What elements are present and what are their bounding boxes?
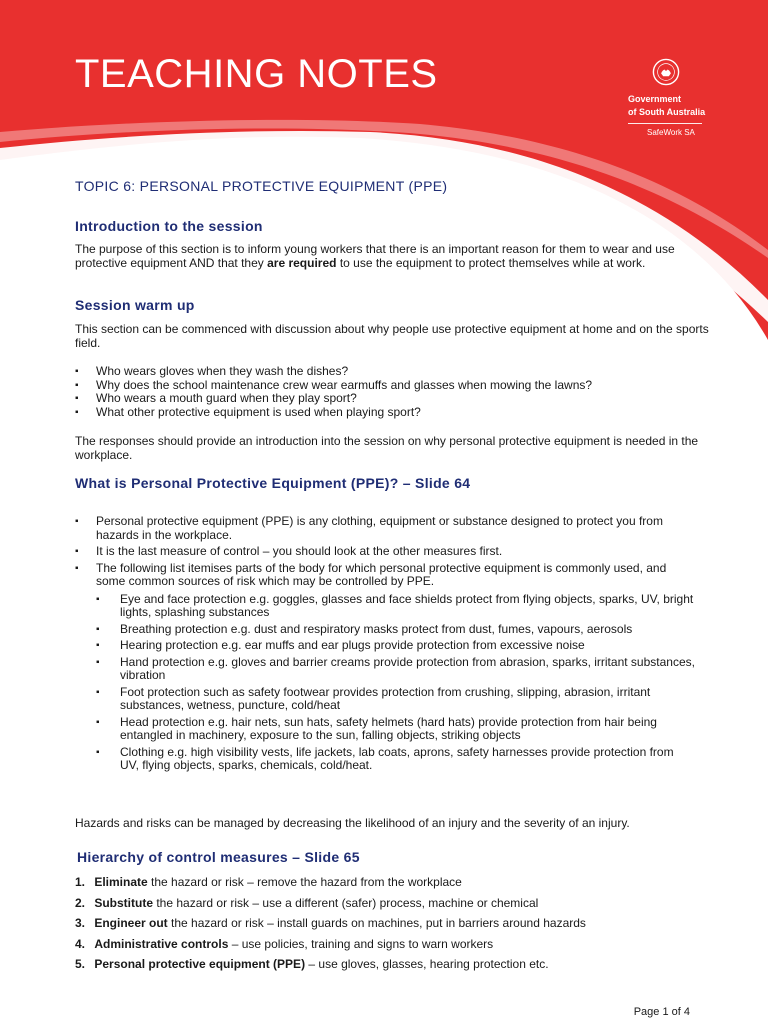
list-item-text: The following list itemises parts of the body for which personal protective equipment is commonly used, and some common sources of risk which may be controlled by PPE. [96, 560, 667, 588]
item-number: 3. [75, 916, 86, 930]
item-term: Engineer out [94, 916, 168, 930]
hierarchy-item [75, 958, 715, 972]
item-number: 4. [75, 936, 86, 951]
warmup-heading: Session warm up [75, 297, 195, 313]
logo-line-2: of South Australia [628, 107, 706, 117]
sub-list-item: ▪ Hand protection e.g. gloves and barrier creams provide protection from abrasion, sparks, irritant substances, vibration [96, 656, 695, 683]
intro-text-bold: are required [267, 255, 337, 270]
item-description: the hazard or risk – remove the hazard from the workplace [147, 875, 462, 889]
government-logo [628, 58, 708, 137]
list-item: ▪ Personal protective equipment (PPE) is any clothing, equipment or substance designed to protect you from hazards in the workplace. [75, 515, 695, 542]
list-item: ▪ Who wears gloves when they wash the dishes? [75, 365, 715, 379]
item-description: the hazard or risk – use a different (safer) process, machine or chemical [153, 895, 539, 910]
item-term: Substitute [94, 895, 154, 910]
sub-list-item: ▪ Head protection e.g. hair nets, sun hats, safety helmets (hard hats) provide protection from hair being entangled in machinery, exposure to the sun, falling objects, striking objects [96, 716, 695, 743]
hierarchy-item [75, 897, 715, 911]
item-term: Administrative controls [94, 936, 229, 951]
sub-list-item: ▪ Clothing e.g. high visibility vests, life jackets, lab coats, aprons, safety harnesses provide protection from UV, flying objects, sparks, chemicals, cold/heat. [96, 746, 695, 773]
warmup-list [75, 365, 715, 419]
logo-subtitle: SafeWork SA [647, 128, 695, 137]
list-item: ▪ What other protective equipment is used when playing sport? [75, 406, 715, 420]
hierarchy-item [75, 876, 715, 890]
item-number: 2. [75, 895, 86, 910]
item-term: Personal protective equipment (PPE) [94, 957, 306, 971]
logo-divider [628, 123, 702, 124]
ppe-heading: What is Personal Protective Equipment (PPE)? – Slide 64 [75, 475, 471, 491]
list-item [75, 562, 695, 773]
intro-text-after: to use the equipment to protect themselves while at work. [336, 255, 646, 270]
sub-list-item: ▪ Eye and face protection e.g. goggles, glasses and face shields protect from flying objects, sparks, UV, bright lights, splashing substances [96, 593, 695, 620]
hierarchy-item [75, 938, 715, 952]
sub-list-item: ▪ Breathing protection e.g. dust and respiratory masks protect from dust, fumes, vapours, aerosols [96, 623, 695, 637]
sub-list-item: ▪ Hearing protection e.g. ear muffs and ear plugs provide protection from excessive noise [96, 639, 695, 653]
crest-icon [652, 58, 680, 86]
page-title: TEACHING NOTES [75, 52, 438, 96]
list-item: ▪ Who wears a mouth guard when they play sport? [75, 392, 715, 406]
warmup-closing: The responses should provide an introduction into the session on why personal protective equipment is needed in the workplace. [75, 434, 699, 462]
list-item: ▪ It is the last measure of control – you should look at the other measures first. [75, 545, 695, 559]
intro-text-before: The purpose of this section is to inform young workers that there is an important reason for them to wear and use protective equipment AND that they [75, 242, 675, 270]
item-description: the hazard or risk – install guards on machines, put in barriers around hazards [167, 916, 586, 930]
item-description: – use policies, training and signs to warn workers [228, 936, 494, 951]
topic-heading: TOPIC 6: PERSONAL PROTECTIVE EQUIPMENT (PPE) [75, 178, 448, 194]
item-term: Eliminate [94, 875, 148, 889]
ppe-body-parts-list [96, 593, 695, 773]
item-number: 1. [75, 875, 86, 889]
sub-list-item: ▪ Foot protection such as safety footwear provides protection from crushing, slipping, abrasion, irritant substances, wetness, puncture, cold/heat [96, 686, 695, 713]
item-number: 5. [75, 957, 86, 971]
item-description: – use gloves, glasses, hearing protection etc. [305, 957, 549, 971]
ppe-closing: Hazards and risks can be managed by decreasing the likelihood of an injury and the severity of an injury. [75, 816, 630, 830]
hierarchy-item [75, 917, 715, 931]
warmup-paragraph: This section can be commenced with discussion about why people use protective equipment at home and on the sports field. [75, 322, 709, 350]
page-number: Page 1 of 4 [633, 1006, 690, 1018]
header-banner [0, 0, 768, 340]
logo-line-1: Government [628, 94, 682, 104]
intro-heading: Introduction to the session [75, 218, 263, 234]
list-item: ▪ Why does the school maintenance crew wear earmuffs and glasses when mowing the lawns? [75, 379, 715, 393]
hierarchy-list [75, 876, 715, 979]
intro-paragraph [75, 243, 715, 270]
ppe-list [75, 515, 695, 776]
hierarchy-heading: Hierarchy of control measures – Slide 65 [77, 849, 360, 865]
